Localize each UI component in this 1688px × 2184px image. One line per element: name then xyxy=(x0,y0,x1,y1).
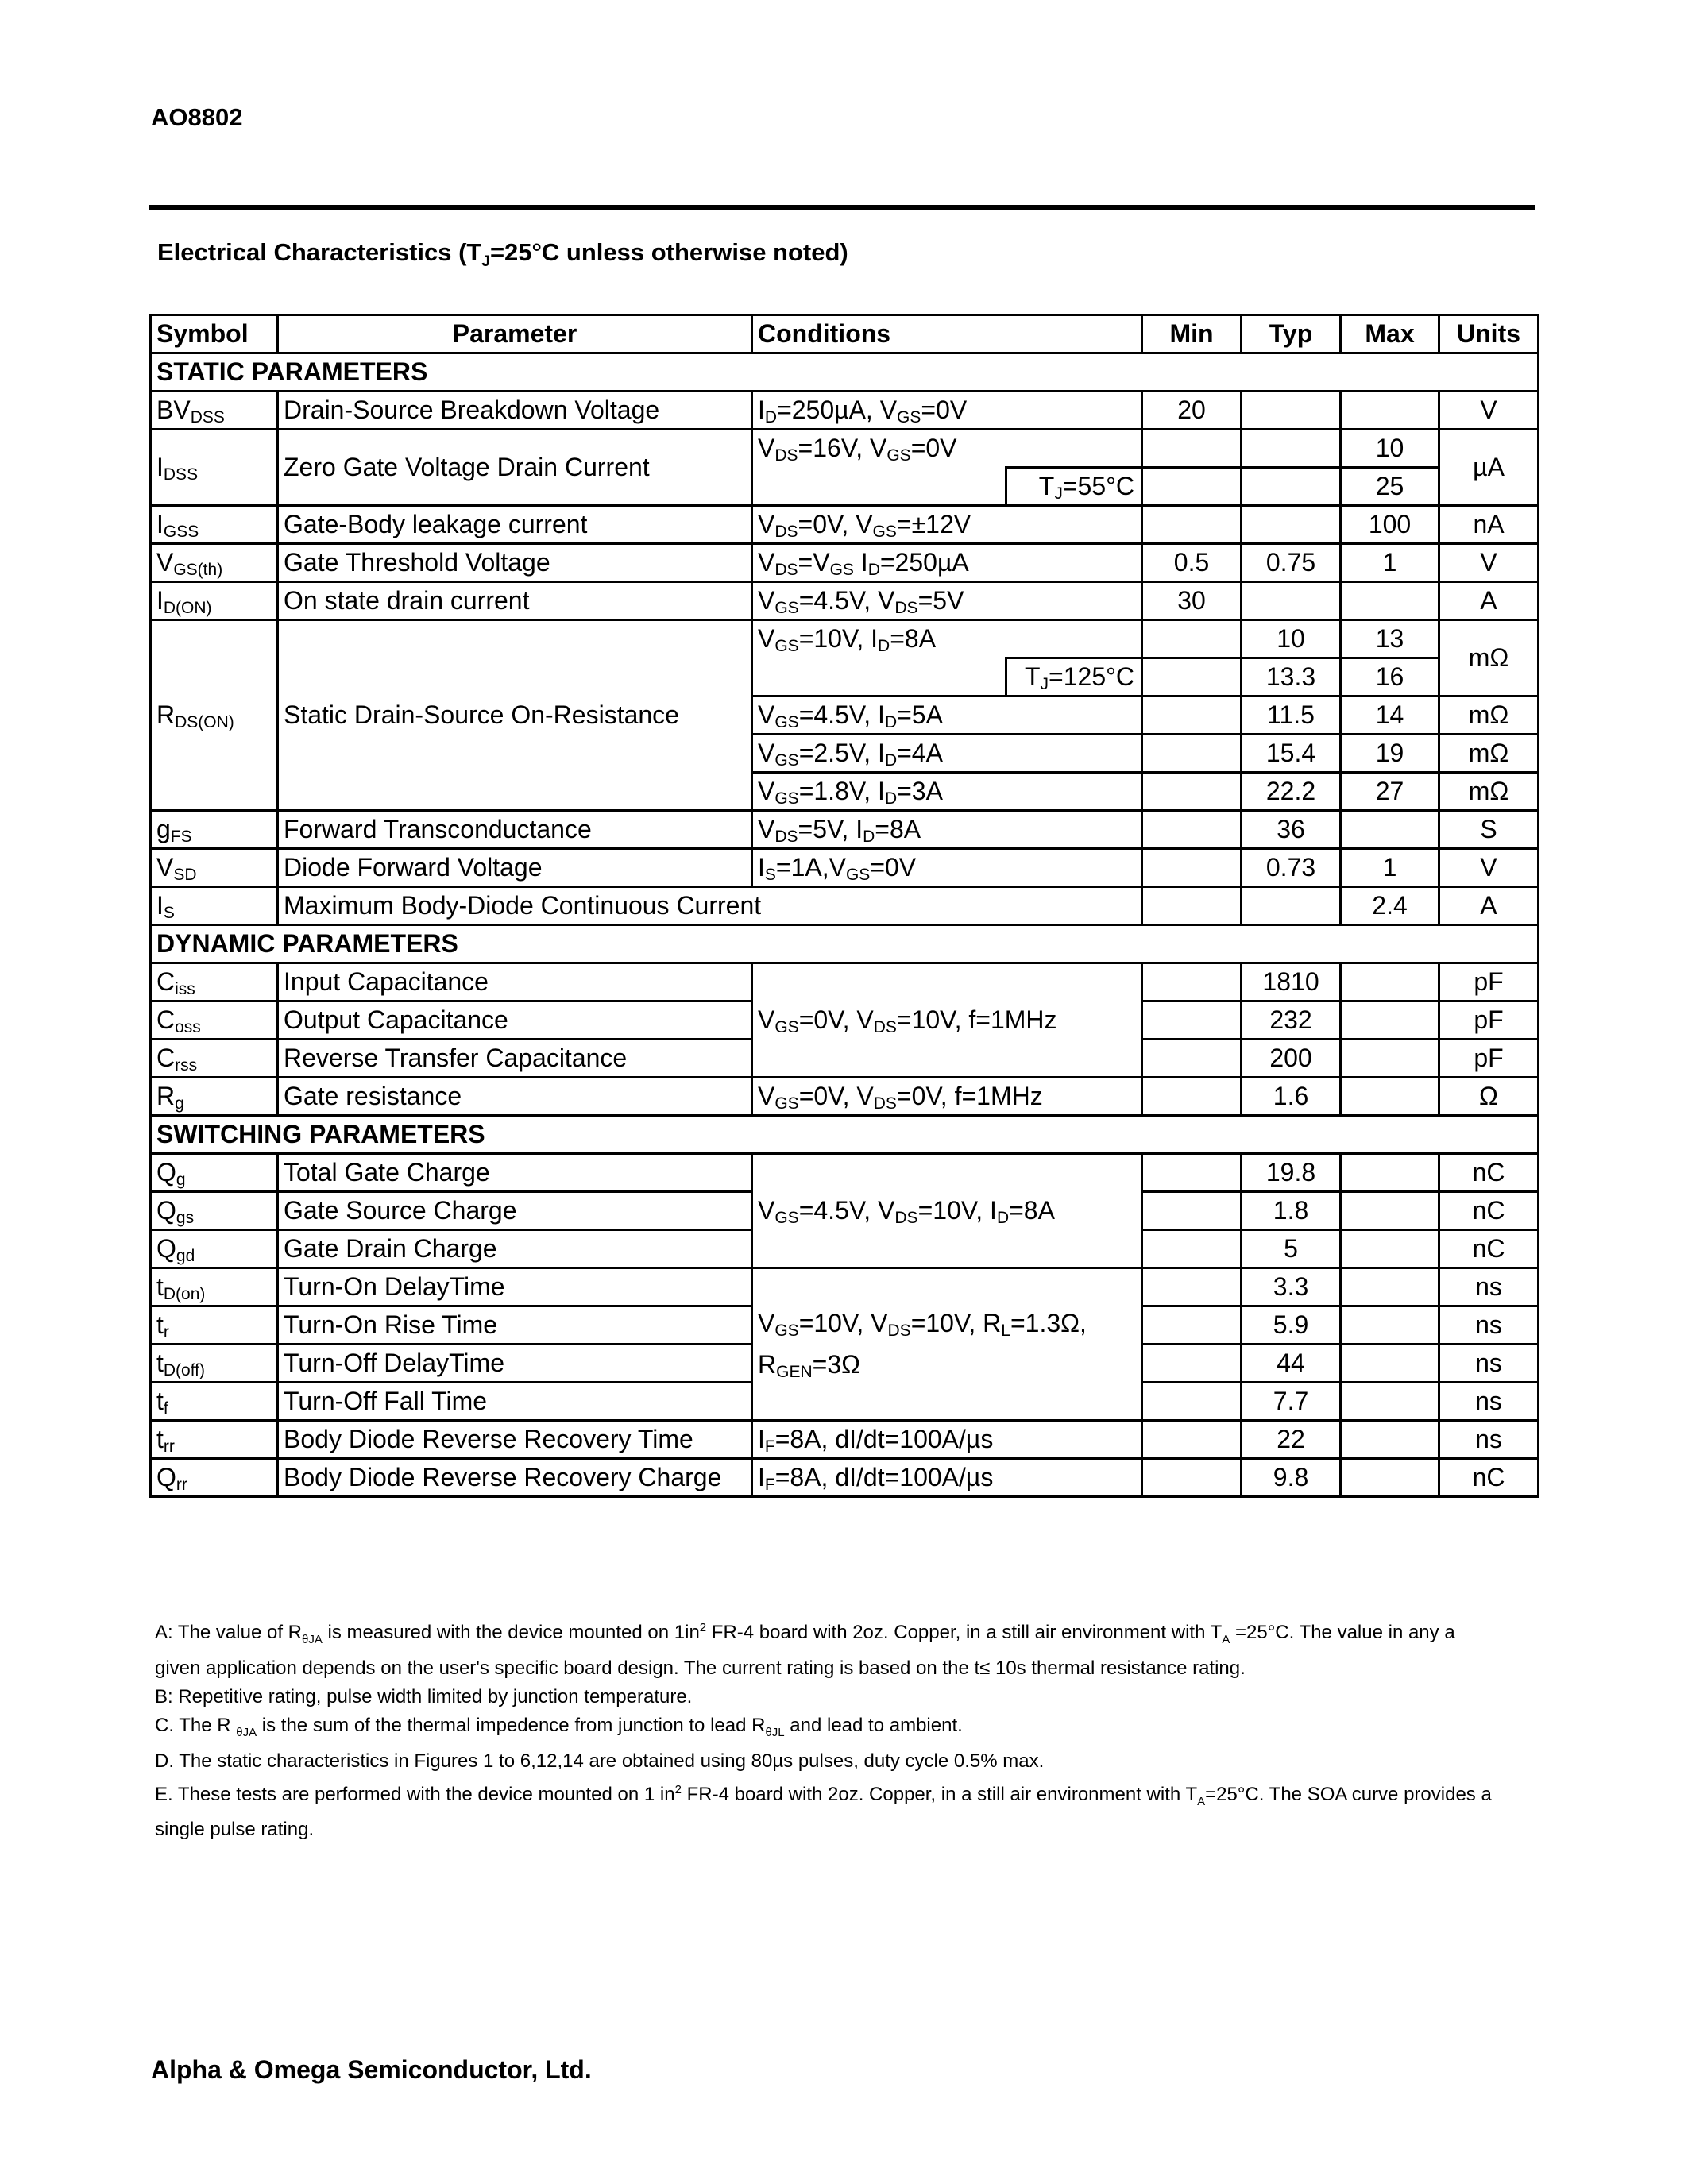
max-cell xyxy=(1341,811,1439,849)
section-row xyxy=(151,925,1539,963)
conditions-cell: $V_{GS}=10V$, $V_{DS}=10V$, $R_L=1.3\Omega$, $R_{GEN}=3\Omega$ xyxy=(752,1268,1142,1421)
parameter-cell: Gate Threshold Voltage xyxy=(278,544,752,582)
unit-cell: nA xyxy=(1439,506,1539,544)
symbol-cell: $R_g$ xyxy=(151,1078,278,1116)
conditions-cell: $V_{GS}=4.5V$, $I_D=5A$ xyxy=(752,696,1142,735)
max-cell xyxy=(1341,1078,1439,1116)
unit-cell: nC xyxy=(1439,1230,1539,1268)
max-cell xyxy=(1341,1345,1439,1383)
table-row xyxy=(151,392,1539,430)
conditions-cell: $V_{GS}=1.8V$, $I_D=3A$ xyxy=(752,773,1142,811)
min-cell xyxy=(1142,811,1242,849)
parameter-cell: Gate-Body leakage current xyxy=(278,506,752,544)
table-row xyxy=(151,1154,1539,1192)
parameter-cell: Turn-Off Fall Time xyxy=(278,1383,752,1421)
unit-cell: Ω xyxy=(1439,1078,1539,1116)
header-rule xyxy=(149,205,1535,210)
unit-cell: ns xyxy=(1439,1421,1539,1459)
table-row xyxy=(151,506,1539,544)
col-header-typ: Typ xyxy=(1242,315,1341,353)
symbol-cell: $Q_{gs}$ xyxy=(151,1192,278,1230)
symbol-cell: $V_{GS(th)}$ xyxy=(151,544,278,582)
section-title: Electrical Characteristics ($T_J=25^\circ C$ unless otherwise noted) xyxy=(157,238,848,271)
table-header-row xyxy=(151,315,1539,353)
max-cell xyxy=(1341,1383,1439,1421)
conditions-cell: $V_{DS}=0V$, $V_{GS}=\pm 12V$ xyxy=(752,506,1142,544)
symbol-cell: $V_{SD}$ xyxy=(151,849,278,887)
typ-cell: 7.7 xyxy=(1242,1383,1341,1421)
typ-cell: 13.3 xyxy=(1242,658,1341,696)
parameter-cell: Maximum Body-Diode Continuous Current xyxy=(278,887,1142,925)
col-header-parameter: Parameter xyxy=(278,315,752,353)
min-cell xyxy=(1142,963,1242,1001)
typ-cell: 1.8 xyxy=(1242,1192,1341,1230)
typ-cell: 44 xyxy=(1242,1345,1341,1383)
parameter-cell: Body Diode Reverse Recovery Time xyxy=(278,1421,752,1459)
typ-cell: 22.2 xyxy=(1242,773,1341,811)
typ-cell: 9.8 xyxy=(1242,1459,1341,1497)
section-switching: SWITCHING PARAMETERS xyxy=(151,1116,1539,1154)
min-cell xyxy=(1142,620,1242,658)
parameter-cell: Turn-Off DelayTime xyxy=(278,1345,752,1383)
unit-cell: V xyxy=(1439,849,1539,887)
max-cell xyxy=(1341,1192,1439,1230)
parameter-cell: Input Capacitance xyxy=(278,963,752,1001)
unit-cell: pF xyxy=(1439,963,1539,1001)
conditions-cell: $V_{DS}=V_{GS}$ $I_D=250\mu A$ xyxy=(752,544,1142,582)
max-cell: 100 xyxy=(1341,506,1439,544)
typ-cell: 11.5 xyxy=(1242,696,1341,735)
conditions-cell: $I_D=250\mu A$, $V_{GS}=0V$ xyxy=(752,392,1142,430)
typ-cell: 19.8 xyxy=(1242,1154,1341,1192)
min-cell: 30 xyxy=(1142,582,1242,620)
symbol-cell: $BV_{DSS}$ xyxy=(151,392,278,430)
company-footer: Alpha & Omega Semiconductor, Ltd. xyxy=(151,2055,592,2084)
section-row xyxy=(151,353,1539,392)
unit-cell: A xyxy=(1439,887,1539,925)
typ-cell xyxy=(1242,430,1341,468)
footnote: D. The static characteristics in Figures 1 to 6,12,14 are obtained using 80µs pulses, duty cycle 0.5% max. xyxy=(155,1750,1045,1772)
max-cell: 16 xyxy=(1341,658,1439,696)
table-row xyxy=(151,811,1539,849)
min-cell xyxy=(1142,849,1242,887)
col-header-units: Units xyxy=(1439,315,1539,353)
unit-cell: A xyxy=(1439,582,1539,620)
unit-cell: nC xyxy=(1439,1154,1539,1192)
max-cell: 13 xyxy=(1341,620,1439,658)
temperature-cell: $T_J=125^\circ C$ xyxy=(1006,658,1142,696)
max-cell: 25 xyxy=(1341,468,1439,506)
section-dynamic: DYNAMIC PARAMETERS xyxy=(151,925,1539,963)
parameter-cell: Gate Drain Charge xyxy=(278,1230,752,1268)
col-header-symbol: Symbol xyxy=(151,315,278,353)
symbol-cell: $t_{D(on)}$ xyxy=(151,1268,278,1306)
table-row xyxy=(151,963,1539,1001)
typ-cell xyxy=(1242,887,1341,925)
symbol-cell: $I_{D(ON)}$ xyxy=(151,582,278,620)
symbol-cell: $R_{DS(ON)}$ xyxy=(151,620,278,811)
min-cell xyxy=(1142,1154,1242,1192)
max-cell xyxy=(1341,1268,1439,1306)
conditions-cell: $V_{GS}=4.5V$, $V_{DS}=10V$, $I_D=8A$ xyxy=(752,1154,1142,1268)
conditions-cell: $V_{DS}=16V$, $V_{GS}=0V$ xyxy=(752,430,1142,468)
footnote: B: Repetitive rating, pulse width limited by junction temperature. xyxy=(155,1685,693,1707)
col-header-min: Min xyxy=(1142,315,1242,353)
max-cell: 2.4 xyxy=(1341,887,1439,925)
unit-cell: nC xyxy=(1439,1459,1539,1497)
parameter-cell: Total Gate Charge xyxy=(278,1154,752,1192)
footnote: C. The R $_{\theta JA}$ is the sum of the thermal impedence from junction to lead $R_{\theta JL}$ and lead to ambient. xyxy=(155,1714,963,1739)
symbol-cell: $C_{iss}$ xyxy=(151,963,278,1001)
symbol-cell: $t_{D(off)}$ xyxy=(151,1345,278,1383)
min-cell xyxy=(1142,773,1242,811)
typ-cell xyxy=(1242,392,1341,430)
unit-cell: pF xyxy=(1439,1040,1539,1078)
conditions-cell: $V_{GS}=10V$, $I_D=8A$ xyxy=(752,620,1142,658)
min-cell xyxy=(1142,1078,1242,1116)
max-cell: 1 xyxy=(1341,849,1439,887)
min-cell xyxy=(1142,887,1242,925)
typ-cell: 3.3 xyxy=(1242,1268,1341,1306)
min-cell xyxy=(1142,658,1242,696)
conditions-cell: $V_{GS}=0V$, $V_{DS}=0V$, f=1MHz xyxy=(752,1078,1142,1116)
typ-cell: 1.6 xyxy=(1242,1078,1341,1116)
min-cell xyxy=(1142,430,1242,468)
typ-cell: 0.73 xyxy=(1242,849,1341,887)
max-cell xyxy=(1341,582,1439,620)
min-cell xyxy=(1142,1230,1242,1268)
symbol-cell: $t_f$ xyxy=(151,1383,278,1421)
max-cell: 19 xyxy=(1341,735,1439,773)
table-row xyxy=(151,1421,1539,1459)
unit-cell: mΩ xyxy=(1439,735,1539,773)
min-cell xyxy=(1142,1001,1242,1040)
symbol-cell: $Q_{rr}$ xyxy=(151,1459,278,1497)
typ-cell: 10 xyxy=(1242,620,1341,658)
unit-cell: ns xyxy=(1439,1268,1539,1306)
max-cell: 10 xyxy=(1341,430,1439,468)
typ-cell xyxy=(1242,506,1341,544)
typ-cell: 1810 xyxy=(1242,963,1341,1001)
typ-cell: 5 xyxy=(1242,1230,1341,1268)
typ-cell: 22 xyxy=(1242,1421,1341,1459)
table-row xyxy=(151,430,1539,468)
parameter-cell: Turn-On Rise Time xyxy=(278,1306,752,1345)
parameter-cell: Output Capacitance xyxy=(278,1001,752,1040)
unit-cell: ns xyxy=(1439,1306,1539,1345)
symbol-cell: $g_{FS}$ xyxy=(151,811,278,849)
max-cell: 14 xyxy=(1341,696,1439,735)
temperature-cell: $T_J=55^\circ C$ xyxy=(1006,468,1142,506)
electrical-characteristics-table xyxy=(149,314,1539,1498)
unit-cell: pF xyxy=(1439,1001,1539,1040)
section-static: STATIC PARAMETERS xyxy=(151,353,1539,392)
symbol-cell: $I_{GSS}$ xyxy=(151,506,278,544)
max-cell xyxy=(1341,1459,1439,1497)
symbol-cell: $Q_{gd}$ xyxy=(151,1230,278,1268)
unit-cell: ns xyxy=(1439,1383,1539,1421)
parameter-cell: Static Drain-Source On-Resistance xyxy=(278,620,752,811)
parameter-cell: Body Diode Reverse Recovery Charge xyxy=(278,1459,752,1497)
min-cell xyxy=(1142,696,1242,735)
conditions-cell: $I_F=8A$, dI/dt=100A/µs xyxy=(752,1421,1142,1459)
min-cell: 0.5 xyxy=(1142,544,1242,582)
max-cell xyxy=(1341,1001,1439,1040)
parameter-cell: Gate resistance xyxy=(278,1078,752,1116)
conditions-blank-cell xyxy=(752,468,1006,506)
parameter-cell: Drain-Source Breakdown Voltage xyxy=(278,392,752,430)
parameter-cell: On state drain current xyxy=(278,582,752,620)
typ-cell: 200 xyxy=(1242,1040,1341,1078)
parameter-cell: Diode Forward Voltage xyxy=(278,849,752,887)
typ-cell: 232 xyxy=(1242,1001,1341,1040)
max-cell xyxy=(1341,1154,1439,1192)
conditions-cell: $I_F=8A$, dI/dt=100A/µs xyxy=(752,1459,1142,1497)
symbol-cell: $t_r$ xyxy=(151,1306,278,1345)
min-cell xyxy=(1142,506,1242,544)
symbol-cell: $t_{rr}$ xyxy=(151,1421,278,1459)
conditions-blank-cell xyxy=(752,658,1006,696)
max-cell xyxy=(1341,963,1439,1001)
typ-cell xyxy=(1242,582,1341,620)
symbol-cell: $C_{rss}$ xyxy=(151,1040,278,1078)
col-header-conditions: Conditions xyxy=(752,315,1142,353)
min-cell xyxy=(1142,735,1242,773)
parameter-cell: Turn-On DelayTime xyxy=(278,1268,752,1306)
conditions-cell: $V_{GS}=2.5V$, $I_D=4A$ xyxy=(752,735,1142,773)
unit-cell: µA xyxy=(1439,430,1539,506)
max-cell xyxy=(1341,392,1439,430)
symbol-cell: $I_S$ xyxy=(151,887,278,925)
typ-cell xyxy=(1242,468,1341,506)
footnote: A: The value of $R_{\theta JA}$ is measured with the device mounted on $1in^2$ FR-4 board with 2oz. Copper, in a still air environment with $T_A =25^\circ C$. The value in any a given application depends on the user's specific board design. The current rating is based on the t≤ 10s thermal resistance rating. xyxy=(155,1621,1455,1679)
min-cell xyxy=(1142,1192,1242,1230)
min-cell xyxy=(1142,1421,1242,1459)
footnote: E. These tests are performed with the device mounted on 1 $in^2$ FR-4 board with 2oz. Copper, in a still air environment with $T_A=25^\circ C$. The SOA curve provides a single pulse rating. xyxy=(155,1782,1492,1841)
table-row xyxy=(151,1078,1539,1116)
unit-cell: mΩ xyxy=(1439,696,1539,735)
min-cell xyxy=(1142,1459,1242,1497)
max-cell xyxy=(1341,1421,1439,1459)
unit-cell: S xyxy=(1439,811,1539,849)
min-cell: 20 xyxy=(1142,392,1242,430)
max-cell xyxy=(1341,1230,1439,1268)
footnotes xyxy=(155,1614,1505,1844)
table-row xyxy=(151,1459,1539,1497)
unit-cell: mΩ xyxy=(1439,773,1539,811)
part-number: AO8802 xyxy=(151,103,243,131)
conditions-cell: $I_S=1A,V_{GS}=0V$ xyxy=(752,849,1142,887)
unit-cell: V xyxy=(1439,392,1539,430)
unit-cell: V xyxy=(1439,544,1539,582)
min-cell xyxy=(1142,1040,1242,1078)
conditions-cell: $V_{GS}=4.5V$, $V_{DS}=5V$ xyxy=(752,582,1142,620)
parameter-cell: Gate Source Charge xyxy=(278,1192,752,1230)
table-row xyxy=(151,887,1539,925)
symbol-cell: $Q_g$ xyxy=(151,1154,278,1192)
min-cell xyxy=(1142,1345,1242,1383)
max-cell: 27 xyxy=(1341,773,1439,811)
max-cell xyxy=(1341,1040,1439,1078)
unit-cell: mΩ xyxy=(1439,620,1539,696)
table-row xyxy=(151,849,1539,887)
max-cell xyxy=(1341,1306,1439,1345)
conditions-cell: $V_{DS}=5V$, $I_D=8A$ xyxy=(752,811,1142,849)
table-row xyxy=(151,544,1539,582)
min-cell xyxy=(1142,1383,1242,1421)
parameter-cell: Zero Gate Voltage Drain Current xyxy=(278,430,752,506)
unit-cell: ns xyxy=(1439,1345,1539,1383)
table-row xyxy=(151,1268,1539,1306)
section-row xyxy=(151,1116,1539,1154)
min-cell xyxy=(1142,1306,1242,1345)
unit-cell: nC xyxy=(1439,1192,1539,1230)
parameter-cell: Reverse Transfer Capacitance xyxy=(278,1040,752,1078)
parameter-cell: Forward Transconductance xyxy=(278,811,752,849)
symbol-cell: $I_{DSS}$ xyxy=(151,430,278,506)
col-header-max: Max xyxy=(1341,315,1439,353)
typ-cell: 0.75 xyxy=(1242,544,1341,582)
min-cell xyxy=(1142,468,1242,506)
min-cell xyxy=(1142,1268,1242,1306)
table-row xyxy=(151,620,1539,658)
symbol-cell: $C_{oss}$ xyxy=(151,1001,278,1040)
table-row xyxy=(151,582,1539,620)
typ-cell: 5.9 xyxy=(1242,1306,1341,1345)
max-cell: 1 xyxy=(1341,544,1439,582)
typ-cell: 15.4 xyxy=(1242,735,1341,773)
typ-cell: 36 xyxy=(1242,811,1341,849)
conditions-cell: $V_{GS}=0V$, $V_{DS}=10V$, f=1MHz xyxy=(752,963,1142,1078)
